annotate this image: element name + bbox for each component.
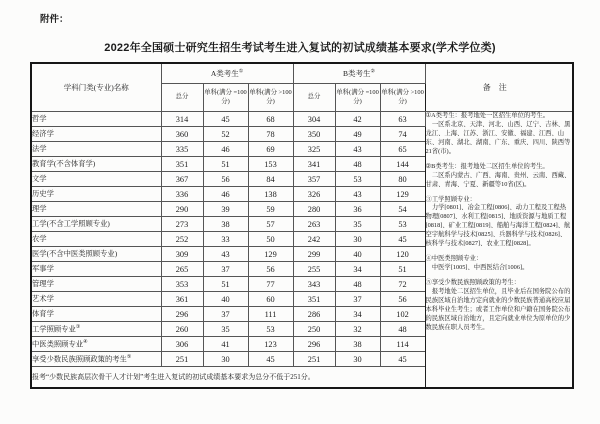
header-group-a — [161, 63, 293, 84]
score-cell: 286 — [293, 307, 335, 322]
score-cell: 42 — [335, 112, 380, 127]
score-cell: 138 — [248, 187, 293, 202]
score-cell: 68 — [248, 112, 293, 127]
score-cell: 123 — [248, 337, 293, 352]
score-cell: 30 — [335, 232, 380, 247]
page-title: 2022年全国硕士研究生招生考试考生进入复试的初试成绩基本要求(学术学位类) — [104, 42, 496, 54]
score-cell: 343 — [293, 277, 335, 292]
score-cell: 53 — [248, 322, 293, 337]
subject-name-cell: 工学照顾专业③ — [31, 322, 161, 337]
score-cell: 250 — [293, 322, 335, 337]
subject-name-cell: 理学 — [31, 202, 161, 217]
score-cell: 273 — [161, 217, 203, 232]
score-cell: 35 — [203, 322, 248, 337]
score-cell: 60 — [248, 292, 293, 307]
score-cell: 304 — [293, 112, 335, 127]
score-cell: 242 — [293, 232, 335, 247]
score-cell: 78 — [248, 127, 293, 142]
subject-name-cell: 体育学 — [31, 307, 161, 322]
remark-note-head: ③工学照顾专业： — [425, 195, 476, 203]
header-row-groups — [31, 63, 573, 84]
score-cell: 40 — [335, 247, 380, 262]
remark-note-body: 力学[0801]、冶金工程[0806]、动力工程及工程热物理[0807]、水利工程[0815]、地质资源与地质工程[0818]、矿业工程[0819]、船舶与海洋工程[0824]、航空宇航科学与技术[0825]、兵器科学与技术[0826]、核科学与技术[0827]、农业工程[0828]。 — [425, 204, 571, 248]
score-cell: 43 — [335, 142, 380, 157]
score-cell: 56 — [380, 292, 425, 307]
header-b-single-eq100: 单科(满分 =100分) — [335, 84, 380, 112]
subject-name-cell: 中医类照顾专业④ — [31, 337, 161, 352]
score-cell: 290 — [161, 202, 203, 217]
score-cell: 51 — [380, 262, 425, 277]
score-cell: 49 — [335, 127, 380, 142]
score-cell: 299 — [293, 247, 335, 262]
score-cell: 50 — [248, 232, 293, 247]
score-cell: 45 — [248, 352, 293, 367]
score-cell: 48 — [380, 322, 425, 337]
score-cell: 34 — [335, 307, 380, 322]
score-cell: 72 — [380, 277, 425, 292]
score-cell: 30 — [203, 352, 248, 367]
score-cell: 65 — [380, 142, 425, 157]
subject-name-cell: 哲学 — [31, 112, 161, 127]
remark-note-body: 一区系北京、天津、河北、山西、辽宁、吉林、黑龙江、上海、江苏、浙江、安徽、福建、江西、山东、河南、湖北、湖南、广东、重庆、四川、陕西等21省(市)。 — [425, 120, 571, 155]
header-group-b — [293, 63, 425, 84]
score-cell: 46 — [203, 142, 248, 157]
score-cell: 48 — [335, 157, 380, 172]
remark-note-body: 二区系内蒙古、广西、海南、贵州、云南、西藏、甘肃、青海、宁夏、新疆等10省(区)。 — [425, 171, 571, 188]
score-table-container — [30, 62, 574, 389]
score-cell: 33 — [203, 232, 248, 247]
score-cell: 360 — [161, 127, 203, 142]
score-cell: 48 — [335, 277, 380, 292]
score-cell: 38 — [203, 217, 248, 232]
score-cell: 351 — [161, 157, 203, 172]
score-cell: 314 — [161, 112, 203, 127]
score-cell: 102 — [380, 307, 425, 322]
score-cell: 40 — [203, 292, 248, 307]
score-cell: 63 — [380, 112, 425, 127]
score-cell: 280 — [293, 202, 335, 217]
score-cell: 260 — [161, 322, 203, 337]
group-a-superscript: ① — [238, 69, 244, 75]
score-cell: 129 — [248, 247, 293, 262]
header-a-single-eq100: 单科(满分 =100分) — [203, 84, 248, 112]
score-cell: 45 — [380, 352, 425, 367]
score-cell: 336 — [161, 187, 203, 202]
score-cell: 120 — [380, 247, 425, 262]
remark-note-head: ②B类考生：报考地处二区招生单位的考生。 — [425, 162, 549, 170]
remark-note-body: 报考地处二区招生单位，且毕业后在国务院公布的民族区域自治地方定向就业的少数民族普通高校应届本科毕业生考生；或者工作单位和户籍在国务院公布的民族区域自治地方，且定向就业单位为原单位的少数民族在职人员考生。 — [425, 287, 571, 331]
header-b-single-gt100: 单科(满分 >100分) — [380, 84, 425, 112]
header-b-total: 总分 — [293, 84, 335, 112]
score-cell: 53 — [335, 172, 380, 187]
score-cell: 265 — [161, 262, 203, 277]
score-cell: 361 — [161, 292, 203, 307]
score-cell: 37 — [335, 292, 380, 307]
score-cell: 57 — [248, 217, 293, 232]
subject-superscript: ③ — [75, 324, 81, 330]
score-cell: 39 — [203, 202, 248, 217]
score-cell: 69 — [248, 142, 293, 157]
score-cell: 80 — [380, 172, 425, 187]
score-cell: 309 — [161, 247, 203, 262]
score-cell: 36 — [335, 202, 380, 217]
score-table — [30, 62, 574, 389]
score-cell: 37 — [203, 262, 248, 277]
score-cell: 326 — [293, 187, 335, 202]
score-cell: 41 — [203, 337, 248, 352]
score-cell: 153 — [248, 157, 293, 172]
score-cell: 56 — [248, 262, 293, 277]
subject-name-cell: 管理学 — [31, 277, 161, 292]
remark-note-head: ①A类考生：报考地处一区招生单位的考生。 — [425, 112, 550, 119]
header-a-single-gt100: 单科(满分 >100分) — [248, 84, 293, 112]
score-cell: 84 — [248, 172, 293, 187]
score-cell: 335 — [161, 142, 203, 157]
score-cell: 52 — [203, 127, 248, 142]
subject-name-cell: 医学(不含中医类照顾专业) — [31, 247, 161, 262]
score-cell: 306 — [161, 337, 203, 352]
score-cell: 53 — [380, 217, 425, 232]
header-remarks: 备注 — [425, 63, 573, 112]
score-cell: 34 — [335, 262, 380, 277]
subject-superscript: ④ — [83, 339, 88, 345]
subject-name-cell: 享受少数民族照顾政策的考生⑤ — [31, 352, 161, 367]
score-cell: 77 — [248, 277, 293, 292]
subject-name-cell: 法学 — [31, 142, 161, 157]
score-cell: 353 — [161, 277, 203, 292]
score-cell: 56 — [203, 172, 248, 187]
score-cell: 43 — [203, 247, 248, 262]
header-a-total: 总分 — [161, 84, 203, 112]
score-cell: 367 — [161, 172, 203, 187]
subject-name-cell: 农学 — [31, 232, 161, 247]
score-cell: 32 — [335, 322, 380, 337]
score-cell: 357 — [293, 172, 335, 187]
group-b-label: B类考生 — [343, 69, 371, 78]
score-cell: 341 — [293, 157, 335, 172]
score-cell: 38 — [335, 337, 380, 352]
score-cell: 37 — [203, 307, 248, 322]
subject-name-cell: 文学 — [31, 172, 161, 187]
score-cell: 255 — [293, 262, 335, 277]
score-cell: 351 — [293, 292, 335, 307]
score-cell: 46 — [203, 187, 248, 202]
header-subject: 学科门类(专业)名称 — [31, 63, 161, 112]
score-cell: 59 — [248, 202, 293, 217]
subject-name-cell: 军事学 — [31, 262, 161, 277]
subject-name-cell: 艺术学 — [31, 292, 161, 307]
score-cell: 111 — [248, 307, 293, 322]
score-cell: 251 — [293, 352, 335, 367]
score-cell: 35 — [335, 217, 380, 232]
score-cell: 51 — [203, 157, 248, 172]
score-cell: 30 — [335, 352, 380, 367]
score-cell: 43 — [335, 187, 380, 202]
remark-note-head: ④中医类照顾专业： — [425, 255, 483, 263]
score-cell: 296 — [293, 337, 335, 352]
score-cell: 51 — [203, 277, 248, 292]
score-cell: 144 — [380, 157, 425, 172]
score-cell: 350 — [293, 127, 335, 142]
score-cell: 251 — [161, 352, 203, 367]
footnote-cell: 报考“少数民族高层次骨干人才计划”考生进入复试的初试成绩基本要求为总分不低于251分。 — [31, 367, 425, 389]
remark-note-head: ⑤享受少数民族照顾政策的考生： — [425, 279, 520, 286]
subject-name-cell: 工学(不含工学照顾专业) — [31, 217, 161, 232]
score-cell: 325 — [293, 142, 335, 157]
remark-note — [426, 196, 573, 250]
remarks-cell — [425, 112, 573, 389]
score-cell: 74 — [380, 127, 425, 142]
attachment-label: 附件： — [40, 15, 69, 25]
score-cell: 252 — [161, 232, 203, 247]
subject-name-cell: 教育学(不含体育学) — [31, 157, 161, 172]
remark-note — [426, 112, 573, 157]
score-cell: 45 — [380, 232, 425, 247]
score-cell: 129 — [380, 187, 425, 202]
remark-note — [426, 163, 573, 190]
group-a-label: A类考生 — [210, 69, 239, 78]
remark-note-body: 中医学[1005]、中西医结合[1006]。 — [431, 264, 529, 272]
subject-name-cell: 经济学 — [31, 127, 161, 142]
score-cell: 54 — [380, 202, 425, 217]
score-cell: 263 — [293, 217, 335, 232]
group-b-superscript: ② — [370, 69, 376, 75]
score-cell: 296 — [161, 307, 203, 322]
remark-note — [426, 279, 573, 333]
score-cell: 45 — [203, 112, 248, 127]
table-row — [31, 112, 573, 127]
remark-note — [426, 255, 573, 273]
score-cell: 114 — [380, 337, 425, 352]
subject-name-cell: 历史学 — [31, 187, 161, 202]
subject-superscript: ⑤ — [126, 354, 132, 360]
